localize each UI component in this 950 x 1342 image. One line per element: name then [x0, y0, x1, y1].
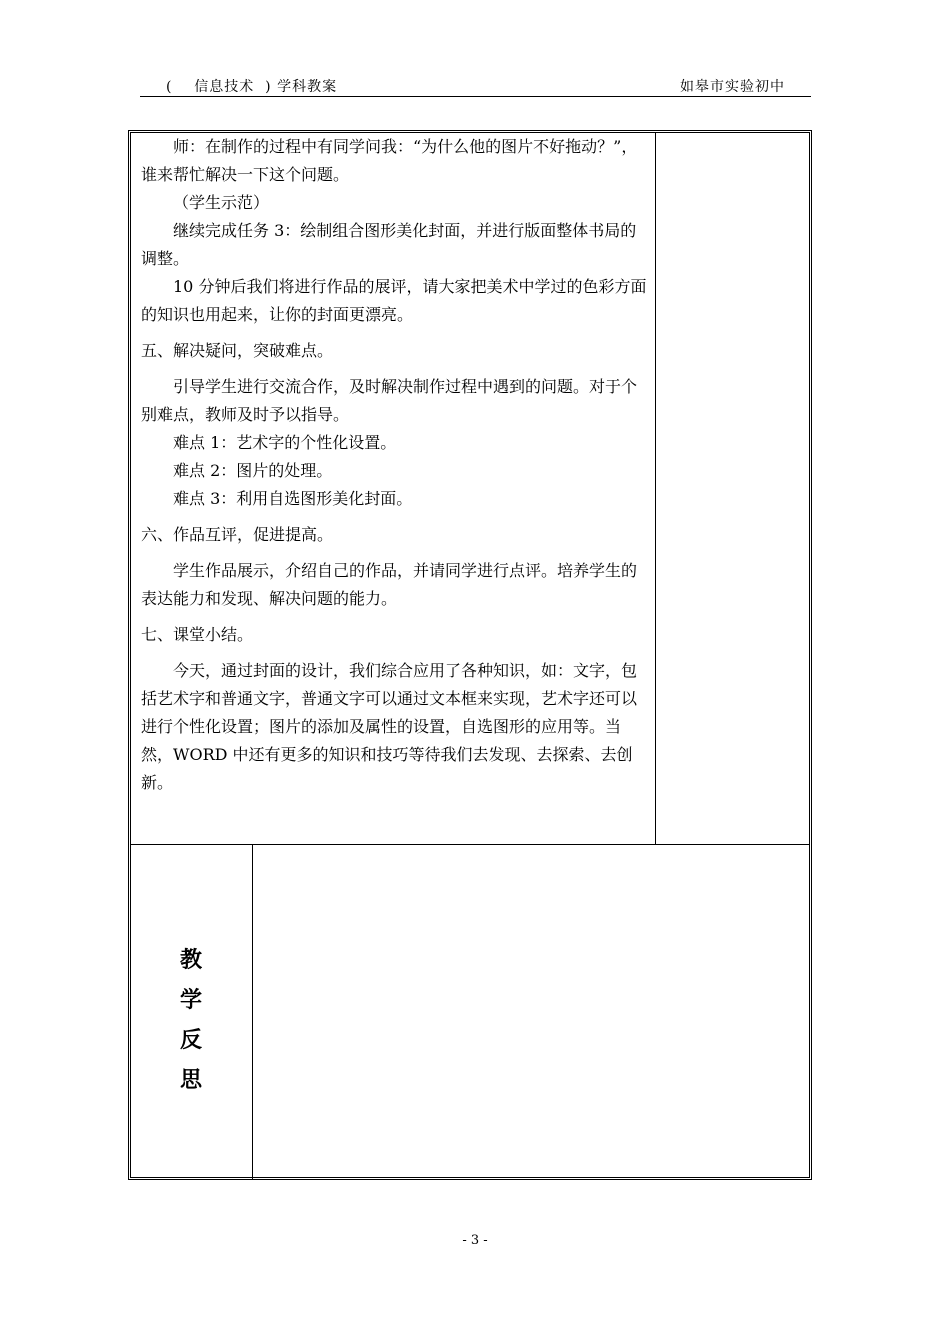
paragraph-teacher-question: 师：在制作的过程中有同学问我：“为什么他的图片不好拖动？”，谁来帮忙解决一下这个问题。 — [141, 137, 638, 184]
paragraph-exhibition: 10 分钟后我们将进行作品的展评，请大家把美术中学过的色彩方面的知识也用起来，让你的封面更漂亮。 — [141, 277, 647, 324]
paragraph-summary: 今天，通过封面的设计，我们综合应用了各种知识，如：文字，包括艺术字和普通文字，普通文字可以通过文本框来实现，艺术字还可以进行个性化设置；图片的添加及属性的设置，自选图形的应用等。当然，WORD 中还有更多的知识和技巧等待我们去发现、去探索、去创新。 — [141, 661, 638, 792]
paragraph-student-demo: （学生示范） — [173, 193, 270, 212]
difficulty-1: 难点 1：艺术字的个性化设置。 — [173, 433, 397, 452]
section-heading-5: 五、解决疑问，突破难点。 — [141, 341, 334, 360]
lesson-content — [141, 133, 651, 797]
difficulty-3: 难点 3：利用自选图形美化封面。 — [173, 489, 413, 508]
paragraph-peer-review: 学生作品展示，介绍自己的作品，并请同学进行点评。培养学生的表达能力和发现、解决问题的能力。 — [141, 561, 638, 608]
lesson-table — [128, 130, 812, 1180]
reflection-label — [179, 941, 203, 1101]
subject-label: ( 信息技术 ) 学科教案 — [166, 79, 338, 95]
notes-column-divider — [655, 133, 656, 844]
reflection-label-divider — [252, 844, 253, 1179]
page-number: - 3 - — [462, 1233, 488, 1248]
section-heading-7: 七、课堂小结。 — [141, 625, 254, 644]
reflection-char-1: 教 — [179, 948, 202, 973]
section-heading-6: 六、作品互评，促进提高。 — [141, 525, 334, 544]
page-header — [140, 76, 811, 97]
reflection-label-cell — [131, 845, 252, 1177]
difficulty-2: 难点 2：图片的处理。 — [173, 461, 333, 480]
reflection-char-4: 思 — [179, 1068, 202, 1093]
school-name: 如皋市实验初中 — [680, 79, 785, 95]
reflection-char-2: 学 — [179, 988, 202, 1013]
paragraph-task-3: 继续完成任务 3：绘制组合图形美化封面，并进行版面整体书局的调整。 — [141, 221, 637, 268]
reflection-char-3: 反 — [179, 1028, 202, 1053]
paragraph-guidance: 引导学生进行交流合作，及时解决制作过程中遇到的问题。对于个别难点，教师及时予以指导。 — [141, 377, 638, 424]
